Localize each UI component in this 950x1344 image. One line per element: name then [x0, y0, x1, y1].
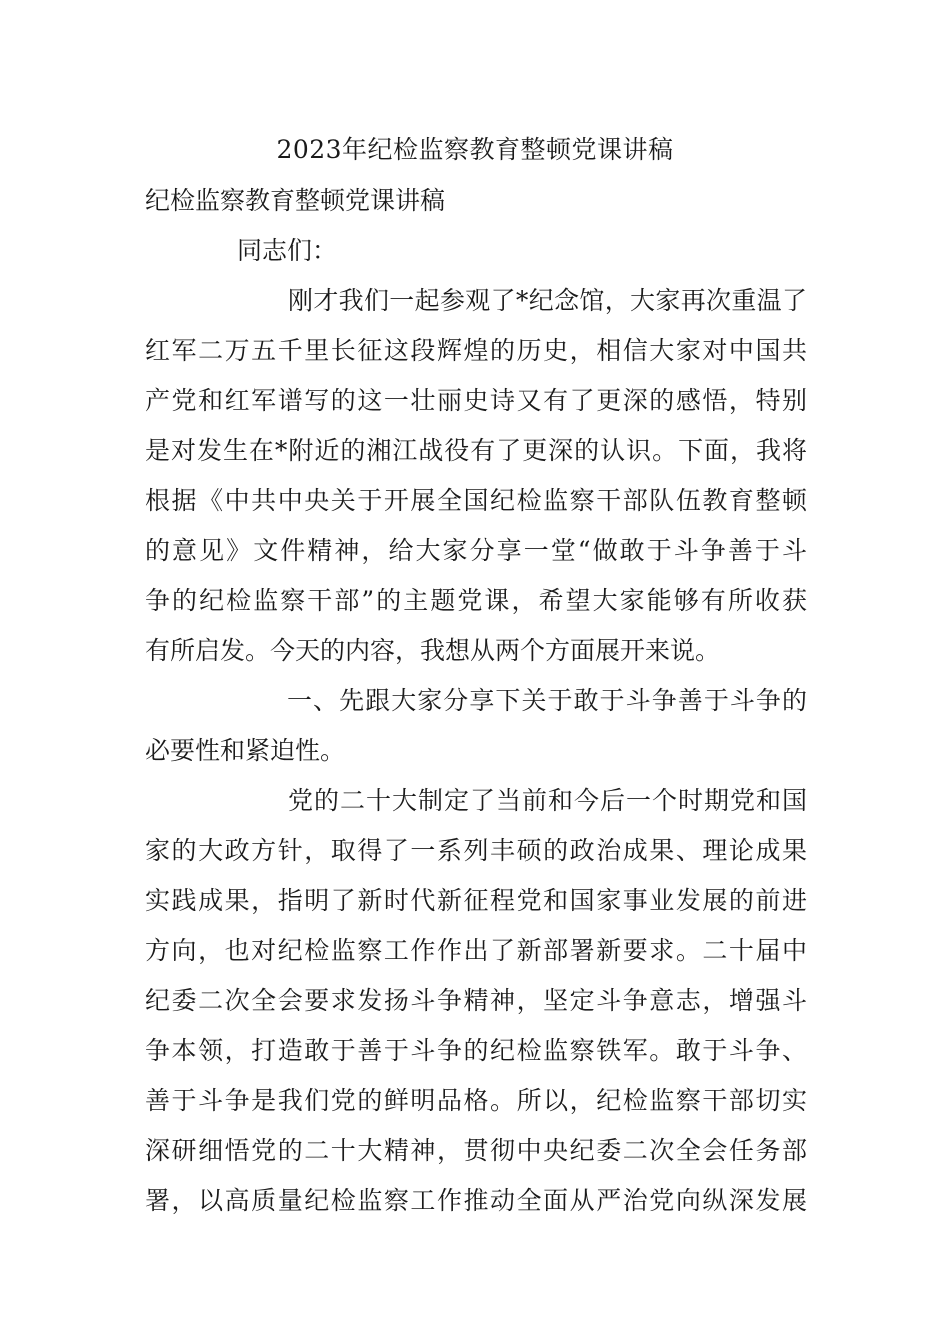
- text-line: 善于斗争是我们党的鲜明品格。所以，纪检监察干部切实: [145, 1086, 807, 1115]
- text-line: 争本领，打造敢于善于斗争的纪检监察铁军。敢于斗争、: [145, 1036, 807, 1065]
- text-line: 争的纪检监察干部”的主题党课，希望大家能够有所收获: [145, 586, 807, 615]
- text-line: 实践成果，指明了新时代新征程党和国家事业发展的前进: [145, 886, 807, 915]
- text-line: 深研细悟党的二十大精神，贯彻中央纪委二次全会任务部: [145, 1136, 807, 1165]
- text-line: 是对发生在*附近的湘江战役有了更深的认识。下面，我将: [145, 436, 807, 465]
- text-line: 有所启发。今天的内容，我想从两个方面展开来说。: [145, 636, 721, 665]
- text-line: 刚才我们一起参观了*纪念馆，大家再次重温了: [288, 286, 807, 315]
- salutation: 同志们：: [237, 236, 338, 265]
- text-line: 根据《中共中央关于开展全国纪检监察干部队伍教育整顿: [145, 486, 807, 515]
- text-line: 纪委二次全会要求发扬斗争精神，坚定斗争意志，增强斗: [145, 986, 807, 1015]
- heading-line: 必要性和紧迫性。: [145, 736, 346, 765]
- text-line: 党的二十大制定了当前和今后一个时期党和国: [288, 786, 807, 815]
- text-line: 红军二万五千里长征这段辉煌的历史，相信大家对中国共: [145, 336, 807, 365]
- document-subtitle: 纪检监察教育整顿党课讲稿: [145, 186, 446, 215]
- text-line: 家的大政方针，取得了一系列丰硕的政治成果、理论成果: [145, 836, 807, 865]
- text-line: 产党和红军谱写的这一壮丽史诗又有了更深的感悟，特别: [145, 386, 807, 415]
- heading-line: 一、先跟大家分享下关于敢于斗争善于斗争的: [287, 686, 807, 715]
- document-title: 2023年纪检监察教育整顿党课讲稿: [276, 135, 674, 164]
- text-line: 方向，也对纪检监察工作作出了新部署新要求。二十届中: [145, 936, 807, 965]
- text-line: 的意见》文件精神，给大家分享一堂“做敢于斗争善于斗: [145, 536, 807, 565]
- text-line: 署，以高质量纪检监察工作推动全面从严治党向纵深发展: [145, 1186, 807, 1215]
